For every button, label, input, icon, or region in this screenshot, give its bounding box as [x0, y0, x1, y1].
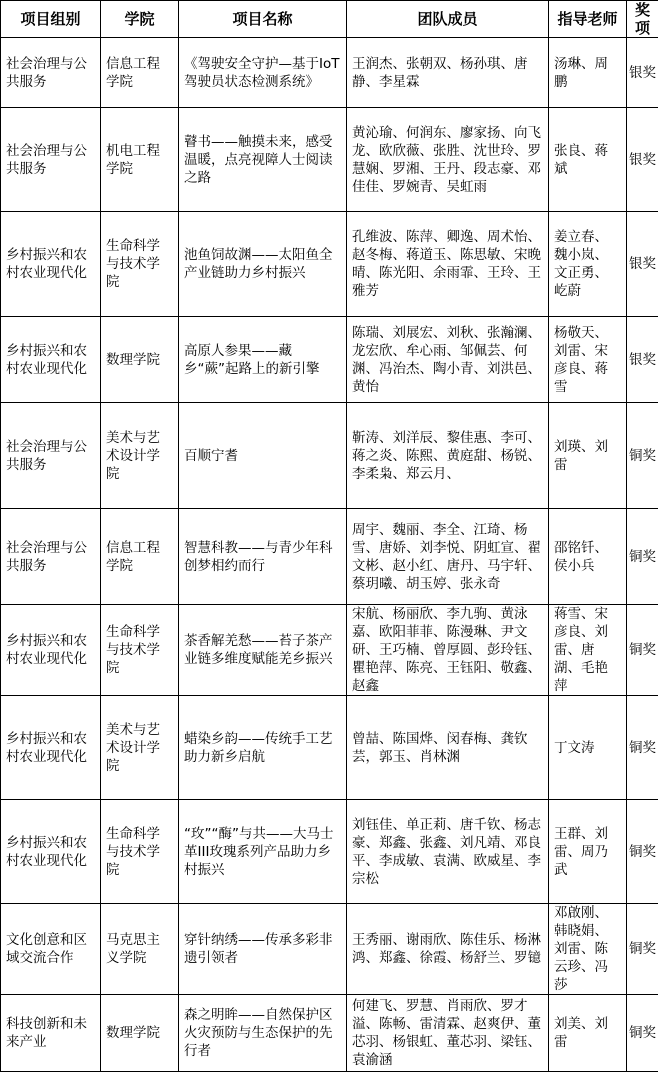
members-cell: 周宇、魏丽、李全、江琦、杨雪、唐娇、刘李悦、阴虹宣、翟文彬、赵小红、唐丹、马宇轩、蔡玥曦、胡玉婷、张永奇 — [347, 509, 549, 605]
award-cell: 铜奖 — [627, 605, 658, 696]
award-cell: 银奖 — [627, 108, 658, 212]
college-cell: 生命科学与技术学院 — [101, 800, 179, 904]
table-row — [1, 212, 658, 317]
college-cell: 信息工程学院 — [101, 38, 179, 108]
group-cell: 社会治理与公共服务 — [1, 403, 101, 509]
table-row — [1, 605, 658, 696]
college-cell: 数理学院 — [101, 995, 179, 1072]
header-members: 团队成员 — [347, 1, 549, 38]
header-project: 项目名称 — [179, 1, 347, 38]
award-cell: 铜奖 — [627, 800, 658, 904]
group-cell: 乡村振兴和农村农业现代化 — [1, 800, 101, 904]
table-row — [1, 800, 658, 904]
project-cell: 池鱼饲故渊——太阳鱼全产业链助力乡村振兴 — [179, 212, 347, 317]
advisor-cell: 邵铭钎、侯小兵 — [549, 509, 627, 605]
advisor-cell: 邓啟刚、韩晓娟、刘雷、陈云珍、冯莎 — [549, 904, 627, 995]
project-cell: 森之明眸——自然保护区火灾预防与生态保护的先行者 — [179, 995, 347, 1072]
table-row — [1, 317, 658, 403]
project-cell: 智慧科教——与青少年科创梦相约而行 — [179, 509, 347, 605]
college-cell: 马克思主义学院 — [101, 904, 179, 995]
project-cell: 瞽书——触摸未来，感受温暖，点亮视障人士阅读之路 — [179, 108, 347, 212]
project-cell: 高原人参果——藏乡“蕨”起路上的新引擎 — [179, 317, 347, 403]
group-cell: 乡村振兴和农村农业现代化 — [1, 317, 101, 403]
advisor-cell: 姜立春、魏小岚、文正勇、屹蔚 — [549, 212, 627, 317]
award-cell: 铜奖 — [627, 403, 658, 509]
group-cell: 社会治理与公共服务 — [1, 108, 101, 212]
header-group: 项目组别 — [1, 1, 101, 38]
project-cell: 穿针纳绣——传承多彩非遗引领者 — [179, 904, 347, 995]
table-row — [1, 696, 658, 800]
advisor-cell: 汤琳、周鹏 — [549, 38, 627, 108]
group-cell: 文化创意和区域交流合作 — [1, 904, 101, 995]
award-cell: 铜奖 — [627, 696, 658, 800]
advisor-cell: 刘美、刘雷 — [549, 995, 627, 1072]
members-cell: 王润杰、张朝双、杨孙琪、唐静、李星霖 — [347, 38, 549, 108]
award-cell: 银奖 — [627, 317, 658, 403]
award-cell: 铜奖 — [627, 904, 658, 995]
members-cell: 孔维波、陈萍、卿逸、周术怡、赵冬梅、蒋道玉、陈思敏、宋晚晴、陈光阳、余雨霏、王玲、王雅芳 — [347, 212, 549, 317]
college-cell: 美术与艺术设计学院 — [101, 403, 179, 509]
award-cell: 铜奖 — [627, 995, 658, 1072]
college-cell: 信息工程学院 — [101, 509, 179, 605]
advisor-cell: 王群、刘雷、周乃武 — [549, 800, 627, 904]
college-cell: 美术与艺术设计学院 — [101, 696, 179, 800]
members-cell: 何建飞、罗慧、肖雨欣、罗才溢、陈畅、雷清霖、赵爽伊、董芯羽、杨银虹、董芯羽、梁钰、袁渝涵 — [347, 995, 549, 1072]
members-cell: 刘钰佳、单正莉、唐千钦、杨志豪、郑鑫、张鑫、刘凡靖、邓良平、李成敏、袁满、欧威星、李宗松 — [347, 800, 549, 904]
members-cell: 曾喆、陈国烨、闵春梅、龚钦芸，郭玉、肖林渊 — [347, 696, 549, 800]
award-cell: 银奖 — [627, 38, 658, 108]
members-cell: 黄沁瑜、何润东、廖家扬、向飞龙、欧欣薇、张胜、沈世玲、罗慧娴、罗湘、王丹、段志豪、邓佳佳、罗婉青、吴虹雨 — [347, 108, 549, 212]
college-cell: 生命科学与技术学院 — [101, 605, 179, 696]
header-college: 学院 — [101, 1, 179, 38]
members-cell: 宋航、杨丽欣、李九驹、黄泳嘉、欧阳菲菲、陈漫琳、尹文研、王巧楠、曾厚圆、彭玲钰、瞿艳萍、陈亮、王钰阳、敬鑫、赵鑫 — [347, 605, 549, 696]
table-row — [1, 403, 658, 509]
header-award: 奖项 — [627, 1, 658, 38]
table-row — [1, 38, 658, 108]
advisor-cell: 蒋雪、宋彦良、刘雷、唐湖、毛艳萍 — [549, 605, 627, 696]
project-cell: 茶香解羌愁——苔子茶产业链多维度赋能羌乡振兴 — [179, 605, 347, 696]
header-row — [1, 1, 658, 38]
award-cell: 银奖 — [627, 212, 658, 317]
advisor-cell: 丁文涛 — [549, 696, 627, 800]
project-cell: 《驾驶安全守护—基于IoT驾驶员状态检测系统》 — [179, 38, 347, 108]
project-cell: 蜡染乡韵——传统手工艺助力新乡启航 — [179, 696, 347, 800]
header-advisor: 指导老师 — [549, 1, 627, 38]
members-cell: 王秀丽、谢雨欣、陈佳乐、杨淋鸿、郑鑫、徐霞、杨舒兰、罗镱 — [347, 904, 549, 995]
project-cell: “玫”“酶”与共——大马士革III玫瑰系列产品助力乡村振兴 — [179, 800, 347, 904]
group-cell: 社会治理与公共服务 — [1, 509, 101, 605]
group-cell: 科技创新和未来产业 — [1, 995, 101, 1072]
table-row — [1, 904, 658, 995]
award-cell: 铜奖 — [627, 509, 658, 605]
advisor-cell: 张良、蒋斌 — [549, 108, 627, 212]
table-row — [1, 108, 658, 212]
members-cell: 靳涛、刘洋辰、黎佳惠、李可、蒋之炎、陈熙、黄庭甜、杨锐、李柔枭、郑云月、 — [347, 403, 549, 509]
group-cell: 乡村振兴和农村农业现代化 — [1, 212, 101, 317]
project-cell: 百顺宁耆 — [179, 403, 347, 509]
table-row — [1, 509, 658, 605]
group-cell: 乡村振兴和农村农业现代化 — [1, 696, 101, 800]
college-cell: 数理学院 — [101, 317, 179, 403]
table-row — [1, 995, 658, 1072]
members-cell: 陈瑞、刘展宏、刘秋、张瀚澜、龙宏欣、牟心雨、邹佩芸、何渊、冯治杰、陶小青、刘洪邑、黄怡 — [347, 317, 549, 403]
group-cell: 社会治理与公共服务 — [1, 38, 101, 108]
college-cell: 生命科学与技术学院 — [101, 212, 179, 317]
group-cell: 乡村振兴和农村农业现代化 — [1, 605, 101, 696]
college-cell: 机电工程学院 — [101, 108, 179, 212]
advisor-cell: 杨敬天、刘雷、宋彦良、蒋雪 — [549, 317, 627, 403]
advisor-cell: 刘瑛、刘雷 — [549, 403, 627, 509]
